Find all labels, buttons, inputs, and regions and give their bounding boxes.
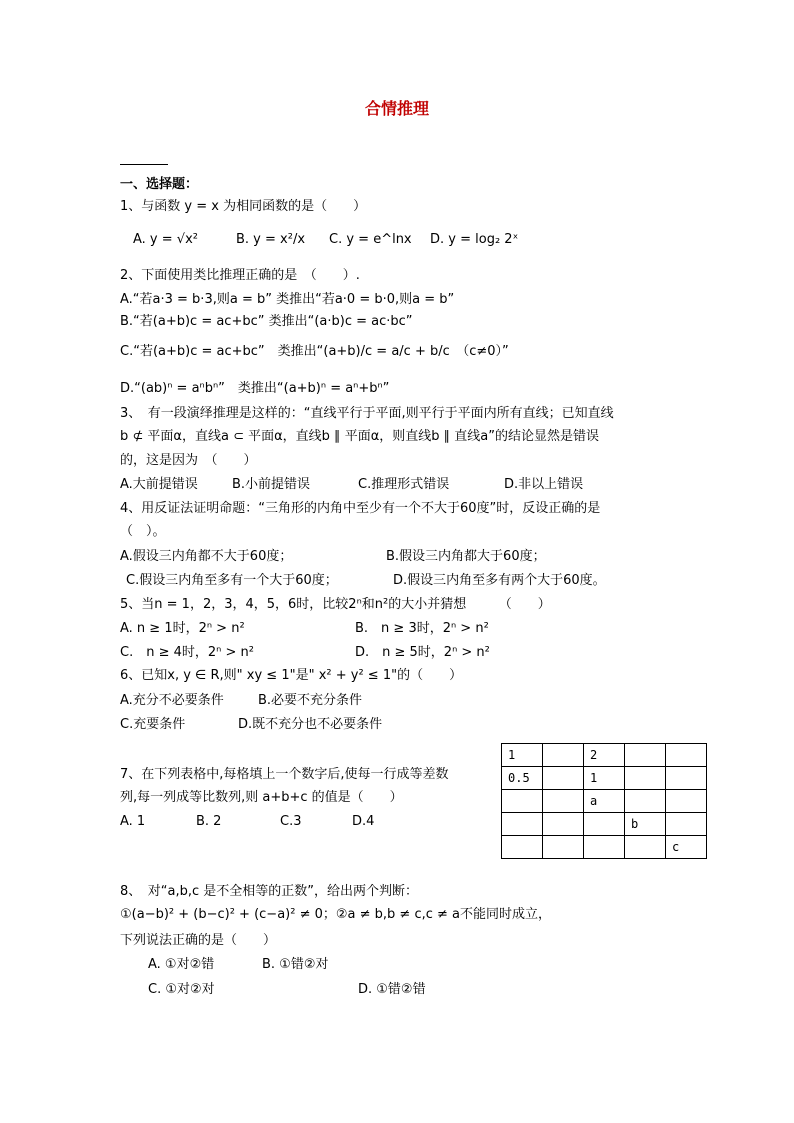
grid-cell bbox=[543, 836, 584, 859]
grid-cell bbox=[625, 836, 666, 859]
grid-cell: c bbox=[666, 836, 707, 859]
grid-row bbox=[502, 836, 707, 859]
q5-option-b: B. n ≥ 3时，2ⁿ > n² bbox=[355, 621, 489, 636]
q7-option-d: D.4 bbox=[352, 814, 375, 829]
q3-option-a: A.大前提错误 bbox=[120, 477, 198, 492]
grid-row bbox=[502, 767, 707, 790]
grid-cell bbox=[502, 813, 543, 836]
q6-option-b: B.必要不充分条件 bbox=[258, 693, 363, 708]
grid-row bbox=[502, 744, 707, 767]
grid-cell: b bbox=[625, 813, 666, 836]
grid-cell bbox=[666, 767, 707, 790]
grid-cell: 1 bbox=[502, 744, 543, 767]
q7-line-1: 7、在下列表格中,每格填上一个数字后,使每一行成等差数 bbox=[120, 767, 449, 782]
q8-option-d: D. ①错②错 bbox=[358, 982, 426, 997]
q1-stem: 1、与函数 y = x 为相同函数的是（ ） bbox=[120, 199, 367, 214]
q6-option-d: D.既不充分也不必要条件 bbox=[238, 717, 383, 732]
q1-option-d: D. y = log₂ 2ˣ bbox=[430, 232, 519, 247]
grid-cell bbox=[502, 790, 543, 813]
grid-cell bbox=[666, 813, 707, 836]
grid-row bbox=[502, 790, 707, 813]
q1-option-c: C. y = e^lnx bbox=[329, 232, 412, 247]
q7-option-c: C.3 bbox=[280, 814, 302, 829]
page-title: 合情推理 bbox=[364, 99, 429, 118]
grid-cell bbox=[625, 767, 666, 790]
grid-cell: a bbox=[584, 790, 625, 813]
grid-cell bbox=[625, 790, 666, 813]
q7-option-a: A. 1 bbox=[120, 814, 146, 829]
q2-stem: 2、下面使用类比推理正确的是 （ ）. bbox=[120, 268, 360, 283]
q8-option-c: C. ①对②对 bbox=[148, 982, 215, 997]
grid-cell: 1 bbox=[584, 767, 625, 790]
grid-cell bbox=[502, 836, 543, 859]
grid-cell bbox=[543, 790, 584, 813]
q7-line-2: 列,每一列成等比数列,则 a+b+c 的值是（ ） bbox=[120, 790, 403, 805]
q8-option-b: B. ①错②对 bbox=[262, 957, 329, 972]
grid-cell: 0.5 bbox=[502, 767, 543, 790]
q3-line-1: 3、 有一段演绎推理是这样的：“直线平行于平面,则平行于平面内所有直线；已知直线 bbox=[120, 406, 614, 421]
q1-option-a: A. y = √x² bbox=[133, 232, 198, 247]
grid-cell bbox=[543, 744, 584, 767]
q4-option-d: D.假设三内角至多有两个大于60度。 bbox=[393, 573, 606, 588]
q4-option-a: A.假设三内角都不大于60度； bbox=[120, 549, 293, 564]
q8-line-3: 下列说法正确的是（ ） bbox=[120, 933, 277, 948]
grid-cell bbox=[584, 836, 625, 859]
q8-line-1: 8、 对“a,b,c 是不全相等的正数”，给出两个判断： bbox=[120, 884, 419, 899]
title-underline bbox=[120, 164, 168, 165]
grid-cell bbox=[666, 744, 707, 767]
grid-cell: 2 bbox=[584, 744, 625, 767]
q1-option-b: B. y = x²/x bbox=[236, 232, 306, 247]
q4-line-1: 4、用反证法证明命题：“三角形的内角中至少有一个不大于60度”时，反设正确的是 bbox=[120, 501, 601, 516]
grid-cell bbox=[543, 767, 584, 790]
q2-option-a: A.“若a·3 = b·3,则a = b” 类推出“若a·0 = b·0,则a = b” bbox=[120, 292, 455, 307]
q4-line-2: （ ）。 bbox=[120, 524, 166, 539]
q8-option-a: A. ①对②错 bbox=[148, 957, 215, 972]
q4-option-c: C.假设三内角至多有一个大于60度； bbox=[126, 573, 338, 588]
q7-number-grid bbox=[501, 743, 707, 859]
grid-cell bbox=[625, 744, 666, 767]
q2-option-c: C.“若(a+b)c = ac+bc” 类推出“(a+b)/c = a/c + b/c （c≠0）” bbox=[120, 344, 509, 359]
q6-option-a: A.充分不必要条件 bbox=[120, 693, 224, 708]
grid-cell bbox=[666, 790, 707, 813]
q3-option-b: B.小前提错误 bbox=[232, 477, 311, 492]
q6-option-c: C.充要条件 bbox=[120, 717, 186, 732]
q5-option-a: A. n ≥ 1时，2ⁿ > n² bbox=[120, 621, 245, 636]
q2-option-b: B.“若(a+b)c = ac+bc” 类推出“(a·b)c = ac·bc” bbox=[120, 314, 413, 329]
q3-option-c: C.推理形式错误 bbox=[358, 477, 450, 492]
q8-line-2: ①(a−b)² + (b−c)² + (c−a)² ≠ 0；②a ≠ b,b ≠ c,c ≠ a不能同时成立， bbox=[120, 907, 551, 922]
q5-option-d: D. n ≥ 5时，2ⁿ > n² bbox=[355, 645, 490, 660]
q5-stem: 5、当n = 1，2，3，4，5，6时，比较2ⁿ和n²的大小并猜想 （ ） bbox=[120, 597, 551, 612]
q2-option-d: D.“(ab)ⁿ = aⁿbⁿ” 类推出“(a+b)ⁿ = aⁿ+bⁿ” bbox=[120, 381, 390, 396]
q3-option-d: D.非以上错误 bbox=[504, 477, 584, 492]
q4-option-b: B.假设三内角都大于60度； bbox=[386, 549, 546, 564]
grid-cell bbox=[584, 813, 625, 836]
q7-option-b: B. 2 bbox=[196, 814, 222, 829]
grid-cell bbox=[543, 813, 584, 836]
q6-stem: 6、已知x, y ∈ R,则" xy ≤ 1"是" x² + y² ≤ 1"的（ ） bbox=[120, 668, 463, 683]
q5-option-c: C. n ≥ 4时，2ⁿ > n² bbox=[120, 645, 254, 660]
section-heading: 一、选择题： bbox=[120, 177, 199, 192]
grid-row bbox=[502, 813, 707, 836]
q3-line-2: b ⊄ 平面α，直线a ⊂ 平面α，直线b ∥ 平面α，则直线b ∥ 直线a”的结论显然是错误 bbox=[120, 429, 599, 444]
q3-line-3: 的，这是因为 （ ） bbox=[120, 453, 257, 468]
